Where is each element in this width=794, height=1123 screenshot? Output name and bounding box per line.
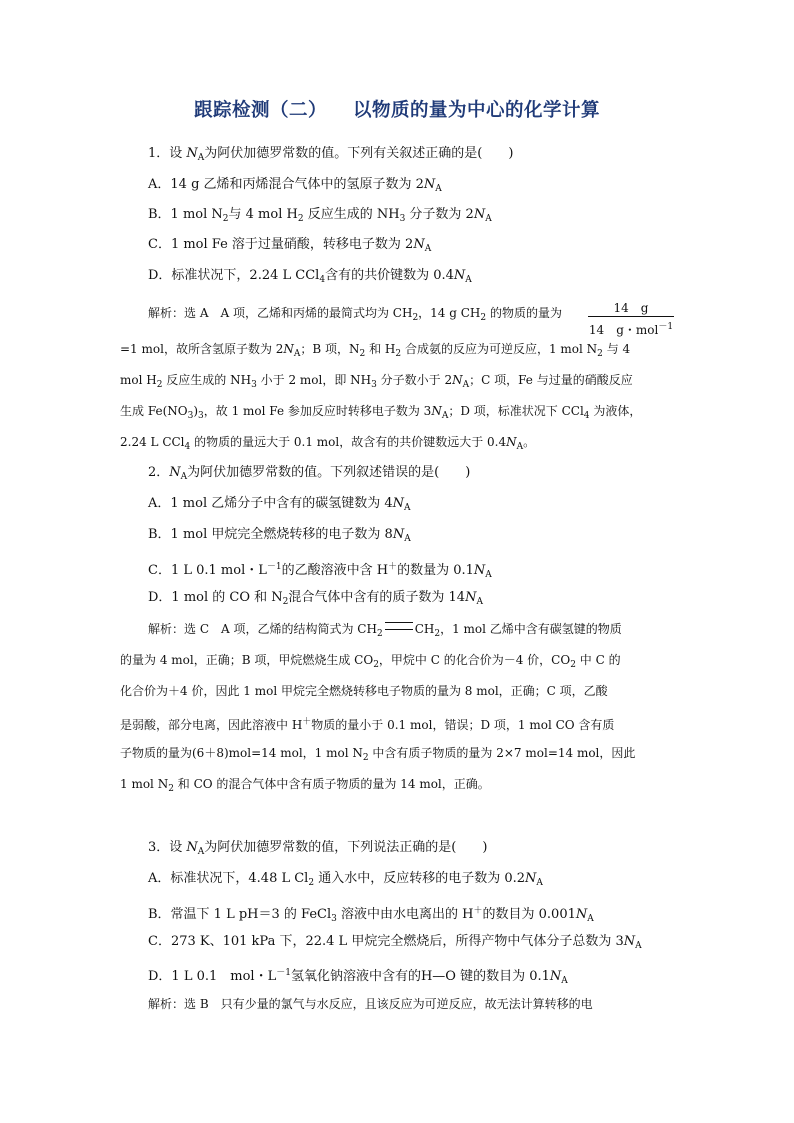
q2-explanation-line4: 是弱酸，部分电离，因此溶液中 H＋物质的量小于 0.1 mol，错误；D 项，1 mol CO 含有质: [120, 717, 615, 732]
q3-stem: 3．设 $N_A$为阿伏加德罗常数的值，下列说法正确的是( ): [148, 840, 488, 857]
q1-option-c: C．1 mol Fe 溶于过量硝酸，转移电子数为 $2N_A$: [148, 237, 432, 254]
q2-option-c: C．1 L 0.1 mol・$L^{-1}$的乙酸溶液中含 H＋的数量为 $0.1N_A$: [148, 562, 492, 580]
q1-explanation-line4: 生成 $Fe(NO_3)_3$，故 1 mol Fe 参加反应时转移电子数为 $3N_A$；D 项，标准状况下 CCl$_4$ 为液体，: [120, 404, 642, 421]
q3-option-b: B．常温下 1 L pH＝3 的 FeCl$_3$ 溶液中由水电离出的 H＋的数目为 $0.001N_A$: [148, 906, 594, 924]
q1-fraction: [588, 299, 674, 338]
q2-option-d: D．1 mol 的 CO 和 $N_2$混合气体中含有的质子数为 $14N_A$: [148, 590, 483, 607]
q2-option-a: A．1 mol 乙烯分子中含有的碳氢键数为 $4N_A$: [148, 496, 411, 513]
q1-explanation-line2: =1 mol，故所含氢原子数为 $2N_A$；B 项，$N_2$ 和 $H_2$ 合成氨的反应为可逆反应，1 mol $N_2$ 与 4: [120, 342, 631, 359]
fraction-denominator: 14 g・mol$^{-1}$: [588, 322, 674, 337]
q1-explanation-line5: 2.24 L CCl$_4$ 的物质的量远大于 0.1 mol，故含有的共价键数远大于 $0.4N_A$。: [120, 435, 536, 452]
q1-explanation-line3: mol $H_2$ 反应生成的 $NH_3$ 小于 2 mol，即 $NH_3$ 分子数小于 $2N_A$；C 项，Fe 与过量的硝酸反应: [120, 373, 633, 390]
q1-stem: 1．设 $N_A$为阿伏加德罗常数的值。下列有关叙述正确的是( ): [148, 146, 514, 163]
page-title: [0, 96, 794, 122]
q2-explanation-line3: 化合价为＋4 价，因此 1 mol 甲烷完全燃烧转移电子物质的量为 8 mol，正确；C 项，乙酸: [120, 684, 608, 698]
q3-option-c: C．273 K、101 kPa 下，22.4 L 甲烷完全燃烧后，所得产物中气体分子总数为 $3N_A$: [148, 934, 642, 951]
q3-option-a: A．标准状况下，4.48 L $Cl_2$ 通入水中，反应转移的电子数为 $0.2N_A$: [148, 871, 543, 888]
q2-explanation-line1: 解析：选 C A 项，乙烯的结构简式为 $CH_2$ $CH_2$，1 mol 乙烯中含有碳氢键的物质: [148, 622, 622, 639]
q1-option-a: A．14 g 乙烯和丙烯混合气体中的氢原子数为 $2N_A$: [148, 177, 442, 194]
title-left: 跟踪检测（二）: [193, 100, 327, 121]
q2-explanation-line5: 子物质的量为(6＋8)mol=14 mol，1 mol $N_2$ 中含有质子物质的量为 2×7 mol=14 mol，因此: [120, 746, 636, 763]
double-bond-icon: [385, 622, 413, 630]
fraction-numerator: 14 g: [613, 301, 649, 315]
q2-option-b: B．1 mol 甲烷完全燃烧转移的电子数为 $8N_A$: [148, 527, 411, 544]
q2-explanation-line2: 的量为 4 mol，正确；B 项，甲烷燃烧生成 $CO_2$，甲烷中 C 的化合价为－4 价，$CO_2$ 中 C 的: [120, 653, 621, 670]
q1-option-d: D．标准状况下，2.24 L CCl$_4$含有的共价键数为 $0.4N_A$: [148, 268, 472, 285]
q3-option-d: D．1 L 0.1 mol・$L^{-1}$氢氧化钠溶液中含有的H—O 键的数目为 $0.1N_A$: [148, 968, 568, 986]
title-right: 以物质的量为中心的化学计算: [353, 100, 601, 121]
q1-option-b: B．1 mol $N_2$与 4 mol $H_2$ 反应生成的 $NH_3$ 分子数为 $2N_A$: [148, 207, 492, 224]
q2-stem: 2．$N_A$为阿伏加德罗常数的值。下列叙述错误的是( ): [148, 465, 471, 482]
q3-explanation-line1: 解析：选 B 只有少量的氯气与水反应，且该反应为可逆反应，故无法计算转移的电: [148, 997, 593, 1011]
q2-explanation-line6: 1 mol $N_2$ 和 CO 的混合气体中含有质子物质的量为 14 mol，正确。: [120, 777, 490, 794]
q1-explanation-line1: 解析：选 A A 项，乙烯和丙烯的最简式均为 $CH_2$，14 g $CH_2$ 的物质的量为: [148, 306, 562, 323]
